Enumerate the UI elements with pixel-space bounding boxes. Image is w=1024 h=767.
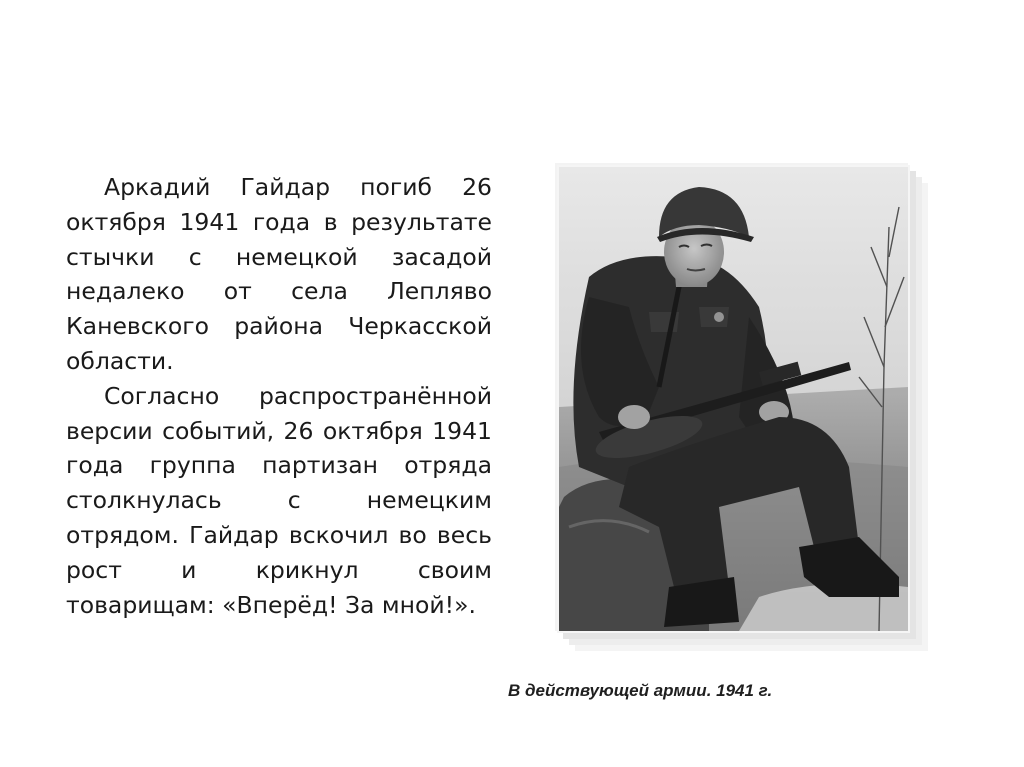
paragraph-version: Согласно распространённой версии событий, 26 октября 1941 года группа партизан отряда столкнулась с немецким отрядом. Гайдар вскочил во весь рост и крикнул своим товарищам: «Вперёд! За мной!». xyxy=(66,381,492,619)
photo-frame xyxy=(557,165,910,633)
paragraph-death: Аркадий Гайдар погиб 26 октября 1941 года в результате стычки с немецкой засадой недалеко от села Лепляво Каневского района Черкасской области. xyxy=(66,173,492,375)
soldier-photo xyxy=(559,167,908,631)
photo-caption: В действующей армии. 1941 г. xyxy=(508,681,773,700)
body-text xyxy=(66,170,492,622)
